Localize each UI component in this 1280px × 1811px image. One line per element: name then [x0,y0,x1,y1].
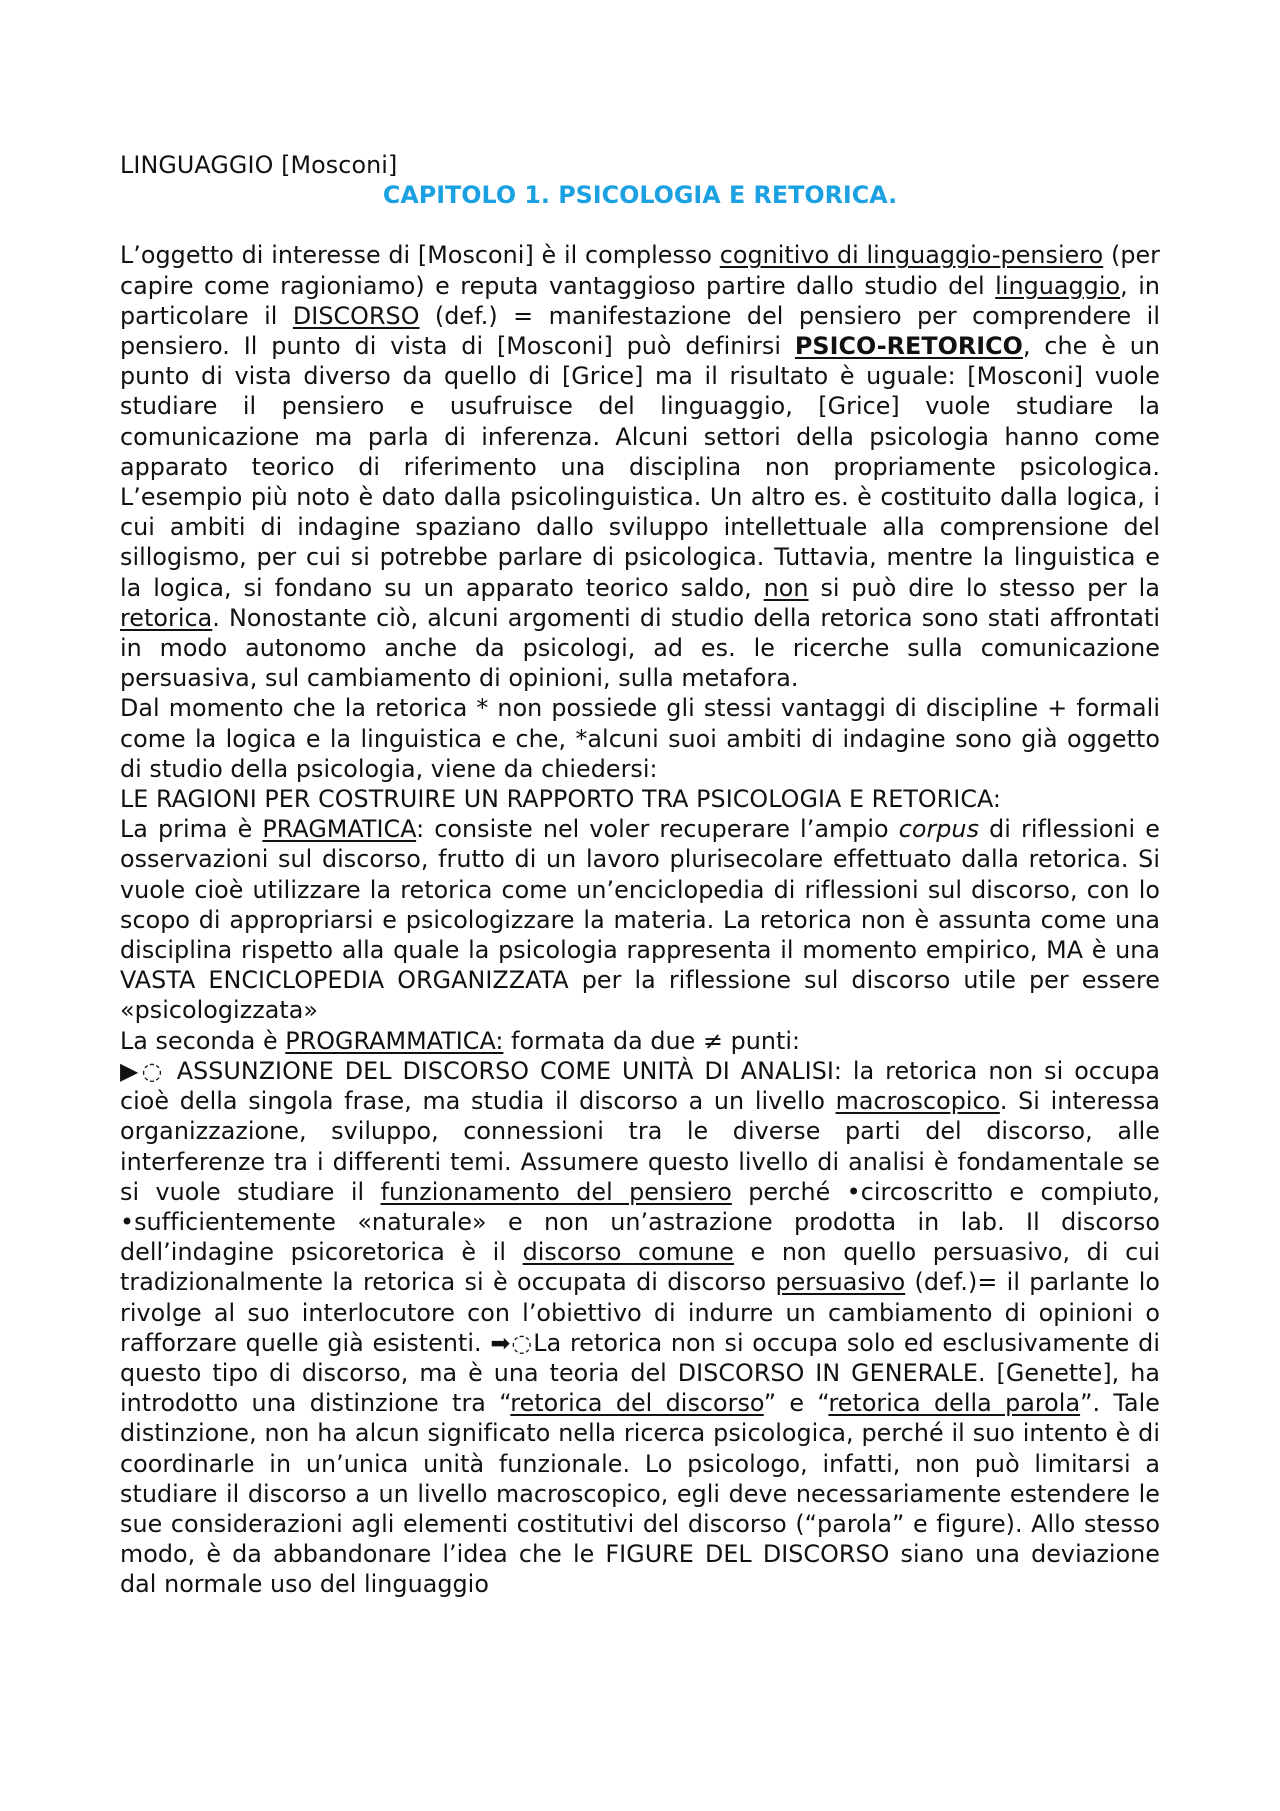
underlined-term: funzionamento del pensiero [380,1177,732,1206]
underlined-term: non [763,573,809,602]
underlined-term: DISCORSO [292,301,420,330]
paragraph-programmatic: La seconda è PROGRAMMATICA: formata da due ≠ punti: [120,1026,801,1055]
paragraph-question: Dal momento che la retorica * non possiede gli stessi vantaggi di discipline + formali come la logica e la linguistica e che, *alcuni suoi ambiti di indagine sono già oggetto di studio della psicologia, viene da chiedersi: [120,694,1160,783]
paragraph-discourse-unit: ▶◌ ASSUNZIONE DEL DISCORSO COME UNITÀ DI ANALISI: la retorica non si occupa cioè della singola frase, ma studia il discorso a un livello macroscopico. Si interessa organizzazione, sviluppo, connessioni tra le diverse parti del discorso, alle interferenze tra i differenti temi. Assumere questo livello di analisi è fondamentale se si vuole studiare il funzionamento del pensiero perché •circoscritto e compiuto, •sufficientemente «naturale» e non un’astrazione prodotta in lab. Il discorso dell’indagine psicoretorica è il discorso comune e non quello persuasivo, di cui tradizionalmente la retorica si è occupata di discorso persuasivo (def.)= il parlante lo rivolge al suo interlocutore con l’obiettivo di indurre un cambiamento di opinioni o rafforzare quelle già esistenti. ➡◌La retorica non si occupa solo ed esclusivamente di questo tipo di discorso, ma è una teoria del DISCORSO IN GENERALE. [Genette], ha introdotto una distinzione tra “retorica del discorso” e “retorica della parola”. Tale distinzione, non ha alcun significato nella ricerca psicologica, perché il suo intento è di coordinarle in un’unica unità funzionale. Lo psicologo, infatti, non può limitarsi a studiare il discorso a un livello macroscopico, egli deve necessariamente estendere le sue considerazioni agli elementi costitutivi del discorso (“parola” e figure). Allo stesso modo, è da abbandonare l’idea che le FIGURE DEL DISCORSO siano una deviazione dal normale uso del linguaggio [120,1056,1161,1599]
underlined-term: persuasivo [775,1268,906,1297]
underlined-term: discorso comune [522,1238,734,1267]
underlined-term: retorica della parola [828,1389,1081,1418]
chapter-title: CAPITOLO 1. PSICOLOGIA E RETORICA. [382,181,898,210]
paragraph-pragmatic: La prima è PRAGMATICA: consiste nel voler recuperare l’ampio corpus di riflessioni e osservazioni sul discorso, frutto di un lavoro plurisecolare effettuato dalla retorica. Si vuole cioè utilizzare la retorica come un’enciclopedia di riflessioni sul discorso, con lo scopo di appropriarsi e psicologizzare la materia. La retorica non è assunta come una disciplina rispetto alla quale la psicologia rappresenta il momento empirico, MA è una VASTA ENCICLOPEDIA ORGANIZZATA per la riflessione sul discorso utile per essere «psicologizzata» [120,815,1160,1025]
document-page [120,150,1160,1600]
section-heading-reasons: LE RAGIONI PER COSTRUIRE UN RAPPORTO TRA PSICOLOGIA E RETORICA: [120,785,1001,814]
underlined-term: cognitivo di linguaggio-pensiero [719,241,1104,270]
document-header: LINGUAGGIO [Mosconi] [120,151,398,179]
underlined-term: PRAGMATICA [262,815,417,844]
underlined-term: PROGRAMMATICA: [285,1026,504,1055]
underlined-term: macroscopico [835,1087,1000,1116]
underlined-term: linguaggio [995,271,1121,300]
italic-term: corpus [898,815,980,844]
underlined-term: retorica [120,603,213,632]
underlined-term: retorica del discorso [510,1389,764,1418]
bold-underlined-term: PSICO-RETORICO [794,332,1023,361]
paragraph-intro: L’oggetto di interesse di [Mosconi] è il complesso cognitivo di linguaggio-pensiero (per capire come ragioniamo) e reputa vantaggioso partire dallo studio del linguaggio, in particolare il DISCORSO (def.) = manifestazione del pensiero per comprendere il pensiero. Il punto di vista di [Mosconi] può definirsi PSICO-RETORICO, che è un punto di vista diverso da quello di [Grice] ma il risultato è uguale: [Mosconi] vuole studiare il pensiero e usufruisce del linguaggio, [Grice] vuole studiare la comunicazione ma parla di inferenza. Alcuni settori della psicologia hanno come apparato teorico di riferimento una disciplina non propriamente psicologica. L’esempio più noto è dato dalla psicolinguistica. Un altro es. è costituito dalla logica, i cui ambiti di indagine spaziano dallo sviluppo intellettuale alla comprensione del sillogismo, per cui si potrebbe parlare di psicologica. Tuttavia, mentre la linguistica e la logica, si fondano su un apparato teorico saldo, non si può dire lo stesso per la retorica. Nonostante ciò, alcuni argomenti di studio della retorica sono stati affrontati in modo autonomo anche da psicologi, ad es. le ricerche sulla comunicazione persuasiva, sul cambiamento di opinioni, sulla metafora. [120,241,1161,693]
